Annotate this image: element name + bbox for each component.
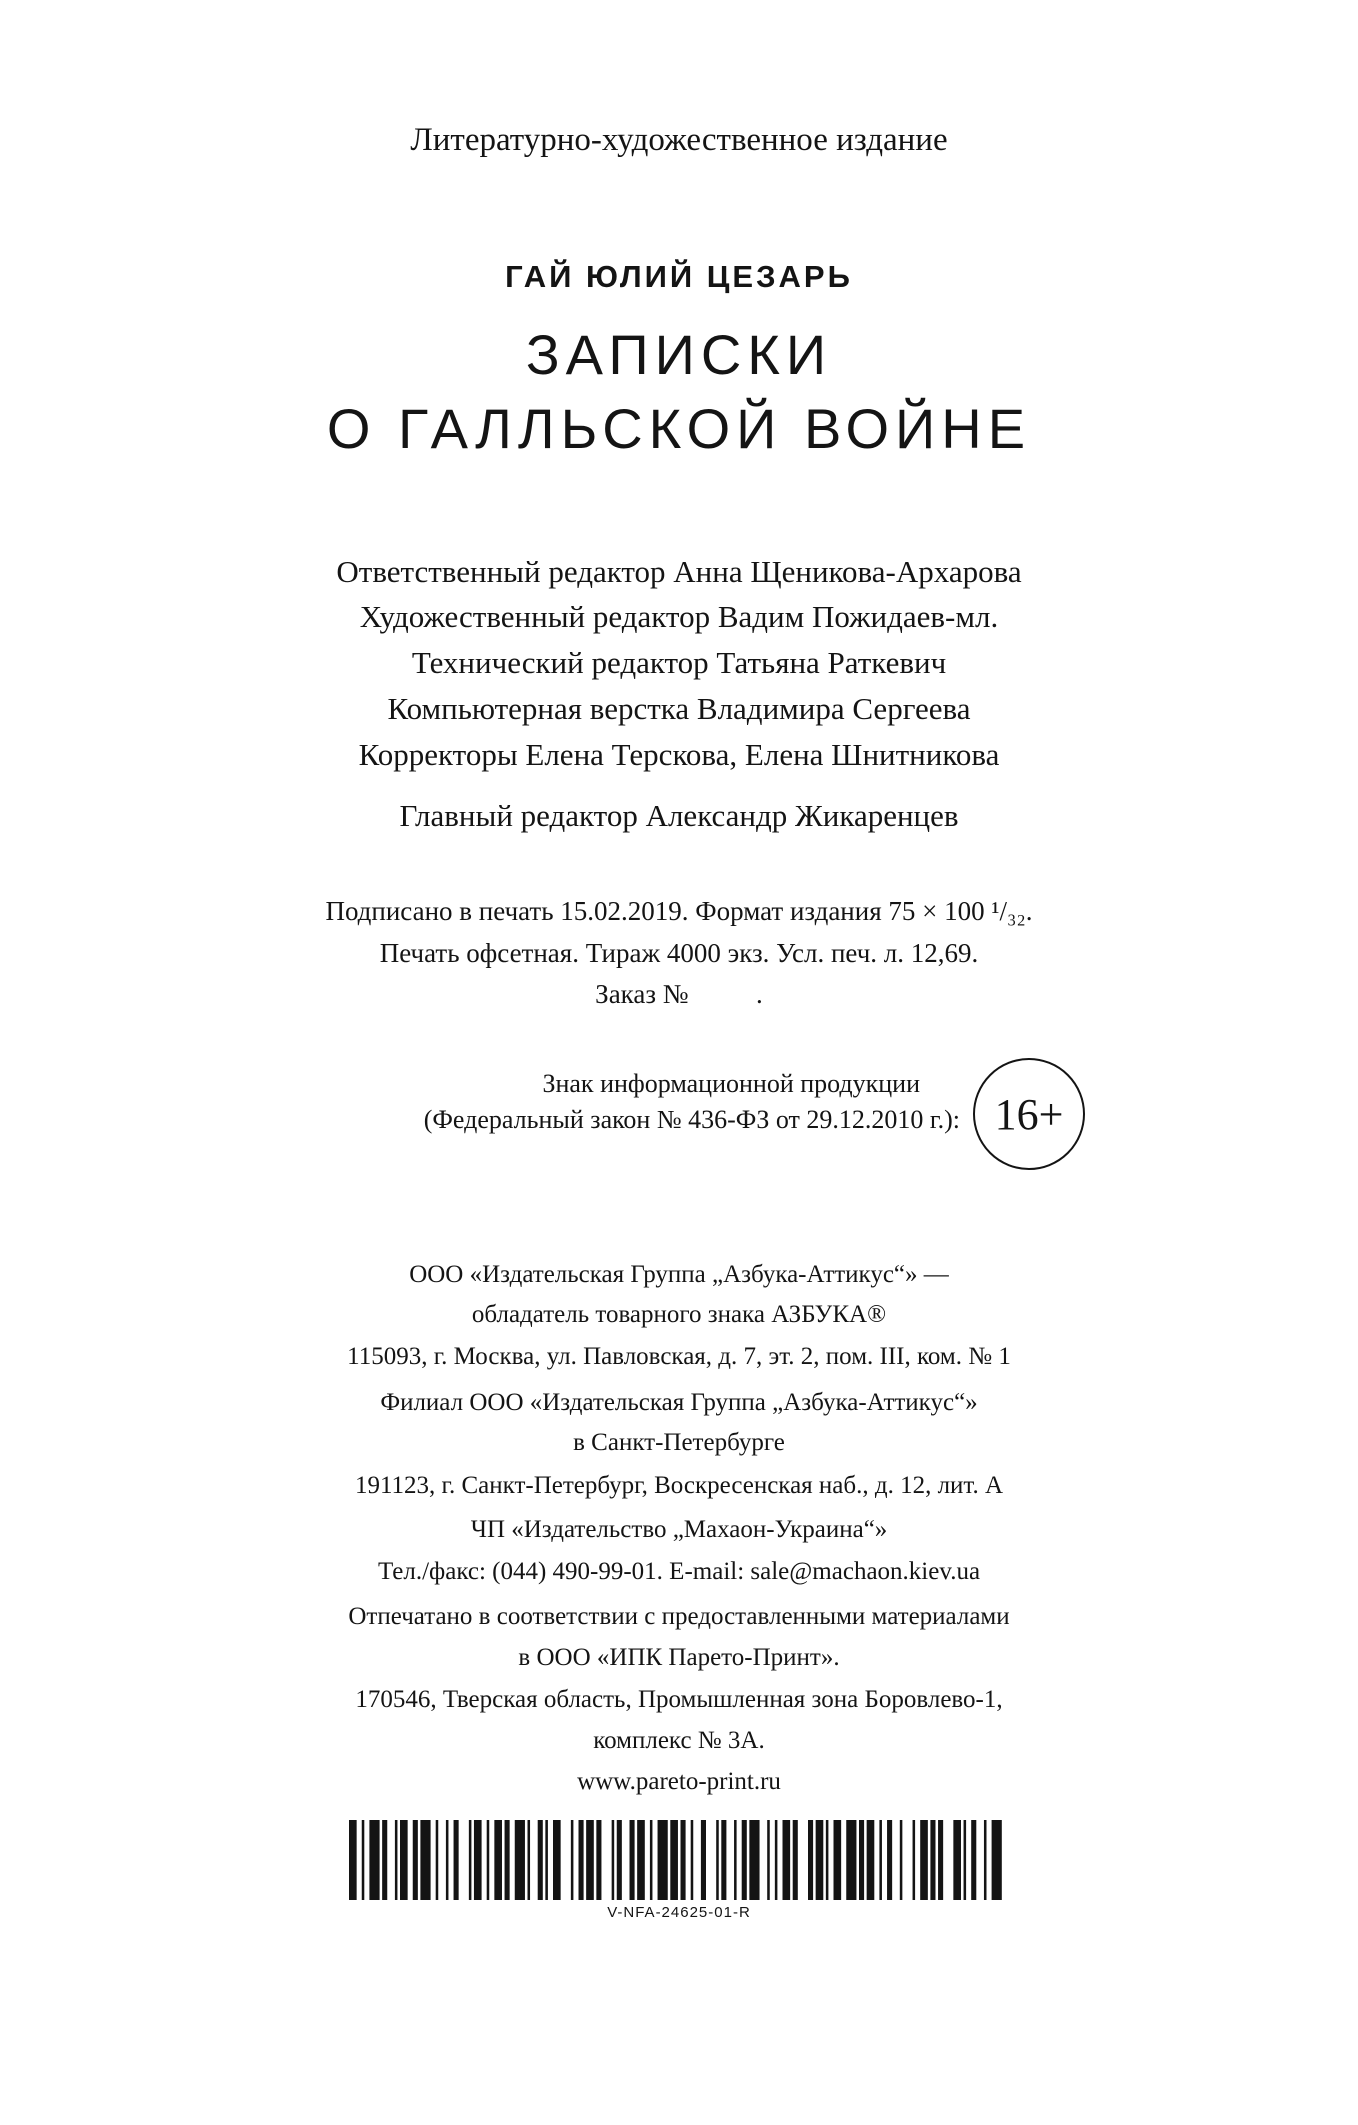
barcode-bar bbox=[938, 1820, 943, 1900]
barcode-bar bbox=[887, 1820, 892, 1900]
barcode-bar bbox=[681, 1820, 686, 1900]
barcode-bar bbox=[469, 1820, 472, 1900]
barcode-bar bbox=[992, 1820, 1002, 1900]
barcode-number: V-NFA-24625-01-R bbox=[607, 1904, 751, 1921]
barcode-bar bbox=[487, 1820, 490, 1900]
publisher-line: 115093, г. Москва, ул. Павловская, д. 7, эт. 2, пом. III, ком. № 1 bbox=[347, 1343, 1011, 1370]
barcode-bar bbox=[826, 1820, 829, 1900]
barcode-bar bbox=[474, 1820, 482, 1900]
barcode-bar bbox=[953, 1820, 961, 1900]
barcode-bar bbox=[816, 1820, 824, 1900]
barcode-bar bbox=[596, 1820, 601, 1900]
barcode-bar bbox=[808, 1820, 813, 1900]
barcode-bar bbox=[545, 1820, 548, 1900]
barcode-bar bbox=[749, 1820, 759, 1900]
barcode-bar bbox=[586, 1820, 594, 1900]
barcode-bar bbox=[834, 1820, 842, 1900]
book-title-line-1: ЗАПИСКИ bbox=[525, 323, 833, 386]
barcode-bar bbox=[553, 1820, 561, 1900]
publisher-line: комплекс № 3А. bbox=[593, 1727, 765, 1754]
age-rating-label bbox=[240, 1066, 960, 1138]
publisher-line: ООО «Издательская Группа „Азбука-Аттикус“» — bbox=[409, 1261, 949, 1288]
barcode-bar bbox=[984, 1820, 987, 1900]
imprint-line-format bbox=[0, 898, 1358, 925]
barcode-bar bbox=[734, 1820, 737, 1900]
credit-line: Корректоры Елена Терскова, Елена Шнитникова bbox=[358, 737, 1000, 772]
barcode-bar bbox=[793, 1820, 798, 1900]
barcode-bar bbox=[505, 1820, 510, 1900]
publisher-line: Отпечатано в соответствии с предоставленными материалами bbox=[348, 1603, 1010, 1630]
credit-line: Ответственный редактор Анна Щеникова-Архарова bbox=[336, 554, 1022, 589]
author-name: ГАЙ ЮЛИЙ ЦЕЗАРЬ bbox=[505, 259, 853, 294]
credit-line: Главный редактор Александр Жикаренцев bbox=[399, 798, 959, 833]
barcode-bar bbox=[436, 1820, 439, 1900]
barcode-bar bbox=[454, 1820, 459, 1900]
barcode-bar bbox=[617, 1820, 622, 1900]
barcode-bar bbox=[515, 1820, 525, 1900]
publisher-line: ЧП «Издательство „Махаон-Украина“» bbox=[470, 1516, 888, 1543]
barcode-bar bbox=[775, 1820, 778, 1900]
barcode-bar bbox=[920, 1820, 928, 1900]
barcode-bar bbox=[579, 1820, 584, 1900]
credit-line: Художественный редактор Вадим Пожидаев-мл. bbox=[359, 599, 999, 634]
barcode-bar bbox=[846, 1820, 856, 1900]
barcode-bar bbox=[913, 1820, 916, 1900]
barcode-bar bbox=[637, 1820, 645, 1900]
barcode-bar bbox=[964, 1820, 967, 1900]
barcode-bar bbox=[630, 1820, 635, 1900]
barcode-image bbox=[349, 1820, 1009, 1900]
barcode-bar bbox=[930, 1820, 935, 1900]
barcode-bar bbox=[494, 1820, 502, 1900]
age-rating-label-line-1: Знак информационной продукции bbox=[542, 1069, 920, 1098]
barcode-bar bbox=[767, 1820, 770, 1900]
publisher-line: 170546, Тверская область, Промышленная зона Боровлево-1, bbox=[355, 1686, 1003, 1713]
barcode-bar bbox=[612, 1820, 615, 1900]
publisher-line: обладатель товарного знака АЗБУКА® bbox=[471, 1301, 887, 1328]
barcode-bar bbox=[971, 1820, 976, 1900]
barcode-bar bbox=[658, 1820, 668, 1900]
barcode-bar bbox=[670, 1820, 678, 1900]
credit-line: Технический редактор Татьяна Раткевич bbox=[411, 645, 947, 680]
age-rating-badge: 16+ bbox=[973, 1058, 1085, 1170]
barcode-bar bbox=[716, 1820, 719, 1900]
barcode-bar bbox=[362, 1820, 365, 1900]
publisher-line: 191123, г. Санкт-Петербург, Воскресенская наб., д. 12, лит. А bbox=[354, 1472, 1004, 1499]
barcode-bar bbox=[395, 1820, 398, 1900]
barcode-bar bbox=[691, 1820, 694, 1900]
barcode-bar bbox=[701, 1820, 706, 1900]
barcode-bar bbox=[413, 1820, 418, 1900]
publisher-line: Филиал ООО «Издательская Группа „Азбука-Аттикус“» bbox=[380, 1389, 978, 1416]
imprint-format-end: . bbox=[1025, 896, 1033, 926]
barcode-bar bbox=[867, 1820, 875, 1900]
barcode-bar bbox=[382, 1820, 387, 1900]
credit-line: Компьютерная верстка Владимира Сергеева bbox=[387, 691, 971, 726]
book-title-line-2: О ГАЛЛЬСКОЙ ВОЙНЕ bbox=[326, 397, 1032, 460]
barcode-bar bbox=[859, 1820, 864, 1900]
age-rating-block bbox=[0, 1058, 1358, 1178]
age-rating-label-line-2: (Федеральный закон № 436-ФЗ от 29.12.2010 г.): bbox=[423, 1105, 960, 1134]
barcode-bar bbox=[538, 1820, 543, 1900]
imprint-line-print: Печать офсетная. Тираж 4000 экз. Усл. печ. л. 12,69. bbox=[379, 938, 979, 968]
barcode-bar bbox=[349, 1820, 357, 1900]
barcode-bar bbox=[783, 1820, 791, 1900]
imprint-format-text: Подписано в печать 15.02.2019. Формат издания 75 × 100 bbox=[325, 896, 992, 926]
edition-type: Литературно-художественное издание bbox=[410, 122, 948, 158]
barcode-bar bbox=[742, 1820, 747, 1900]
barcode-bar bbox=[571, 1820, 574, 1900]
publisher-line: Тел./факс: (044) 490-99-01. E-mail: sale@machaon.kiev.ua bbox=[377, 1558, 981, 1585]
barcode-bar bbox=[650, 1820, 653, 1900]
imprint-format-fraction: ¹/₃₂ bbox=[991, 896, 1026, 926]
barcode-bar bbox=[879, 1820, 882, 1900]
publisher-line: в ООО «ИПК Парето-Принт». bbox=[518, 1644, 840, 1671]
barcode-bar bbox=[528, 1820, 531, 1900]
barcode-bar bbox=[369, 1820, 379, 1900]
barcode-bar bbox=[400, 1820, 408, 1900]
barcode-bar bbox=[446, 1820, 449, 1900]
barcode-bar bbox=[900, 1820, 903, 1900]
imprint-line-order: Заказ № . bbox=[595, 979, 763, 1009]
barcode-bar bbox=[420, 1820, 430, 1900]
publisher-line: www.pareto-print.ru bbox=[577, 1768, 781, 1795]
barcode-bar bbox=[721, 1820, 726, 1900]
publisher-line: в Санкт-Петербурге bbox=[573, 1429, 785, 1456]
